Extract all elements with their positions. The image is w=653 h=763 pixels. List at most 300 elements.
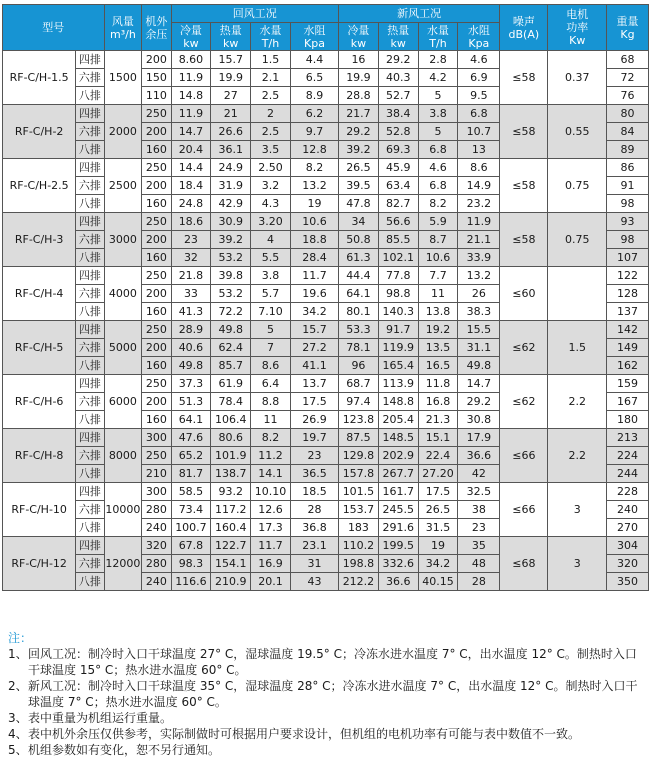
cell-pressure: 200 <box>142 177 171 195</box>
cell-fresh-resistance: 17.9 <box>458 429 500 447</box>
cell-fresh-heating: 140.3 <box>378 303 418 321</box>
note-text: 回风工况：制冷时入口干球温度 27° C，湿球温度 19.5° C；冷冻水进水温度 7° C，出水温度 12° C。制热时入口干球温度 15° C；热水进水温度 60° C。 <box>28 647 637 677</box>
cell-fresh-cooling: 97.4 <box>339 393 379 411</box>
cell-return-water: 14.1 <box>251 465 291 483</box>
cell-noise: ≤58 <box>500 213 548 267</box>
cell-fresh-heating: 205.4 <box>378 411 418 429</box>
spec-table-body <box>3 51 649 591</box>
cell-pressure: 200 <box>142 339 171 357</box>
cell-pressure: 250 <box>142 267 171 285</box>
cell-fresh-resistance: 14.9 <box>458 177 500 195</box>
cell-return-heating: 42.9 <box>211 195 251 213</box>
cell-return-resistance: 36.8 <box>290 519 338 537</box>
table-row <box>3 51 649 69</box>
table-row <box>3 537 649 555</box>
cell-fresh-cooling: 16 <box>339 51 379 69</box>
cell-return-water: 7.10 <box>251 303 291 321</box>
cell-fresh-heating: 202.9 <box>378 447 418 465</box>
cell-return-heating: 53.2 <box>211 249 251 267</box>
cell-fresh-heating: 36.6 <box>378 573 418 591</box>
cell-fresh-cooling: 157.8 <box>339 465 379 483</box>
cell-fresh-resistance: 28 <box>458 573 500 591</box>
cell-return-resistance: 4.4 <box>290 51 338 69</box>
cell-power <box>548 267 607 321</box>
cell-weight: 149 <box>607 339 649 357</box>
cell-return-resistance: 43 <box>290 573 338 591</box>
cell-weight: 224 <box>607 447 649 465</box>
cell-weight: 162 <box>607 357 649 375</box>
table-row <box>3 267 649 285</box>
cell-weight: 180 <box>607 411 649 429</box>
cell-fresh-water: 5.9 <box>418 213 458 231</box>
note-number: 5、 <box>8 743 28 757</box>
header-fresh-cooling: 冷量 kw <box>339 23 379 51</box>
note-item <box>8 710 648 726</box>
cell-weight: 228 <box>607 483 649 501</box>
cell-fresh-water: 11 <box>418 285 458 303</box>
cell-pressure: 110 <box>142 87 171 105</box>
cell-weight: 89 <box>607 141 649 159</box>
cell-fresh-heating: 82.7 <box>378 195 418 213</box>
cell-fresh-heating: 148.5 <box>378 429 418 447</box>
cell-rows-label: 四排 <box>76 375 104 393</box>
cell-return-heating: 210.9 <box>211 573 251 591</box>
cell-return-heating: 49.8 <box>211 321 251 339</box>
cell-weight: 91 <box>607 177 649 195</box>
cell-fresh-resistance: 36.6 <box>458 447 500 465</box>
cell-noise: ≤68 <box>500 537 548 591</box>
cell-model: RF-C/H-12 <box>3 537 76 591</box>
cell-pressure: 280 <box>142 501 171 519</box>
cell-fresh-heating: 52.7 <box>378 87 418 105</box>
header-return-water: 水量 T/h <box>251 23 291 51</box>
cell-rows-label: 四排 <box>76 483 104 501</box>
header-return-cooling: 冷量 kw <box>171 23 211 51</box>
cell-fresh-cooling: 21.7 <box>339 105 379 123</box>
cell-fresh-heating: 29.2 <box>378 51 418 69</box>
cell-return-water: 16.9 <box>251 555 291 573</box>
cell-return-heating: 36.1 <box>211 141 251 159</box>
cell-return-cooling: 20.4 <box>171 141 211 159</box>
header-fresh-water: 水量 T/h <box>418 23 458 51</box>
note-text: 表中机外余压仅供参考，实际制做时可根据用户要求设计，但机组的电机功率有可能与表中数值不一致。 <box>28 727 581 741</box>
cell-return-resistance: 23.1 <box>290 537 338 555</box>
cell-pressure: 250 <box>142 447 171 465</box>
note-text: 机组参数如有变化，恕不另行通知。 <box>28 743 221 757</box>
cell-fresh-heating: 63.4 <box>378 177 418 195</box>
cell-airflow: 10000 <box>104 483 142 537</box>
cell-airflow: 12000 <box>104 537 142 591</box>
cell-return-water: 3.5 <box>251 141 291 159</box>
cell-rows-label: 六排 <box>76 285 104 303</box>
cell-return-resistance: 19.6 <box>290 285 338 303</box>
cell-rows-label: 六排 <box>76 501 104 519</box>
cell-model: RF-C/H-2.5 <box>3 159 76 213</box>
cell-return-heating: 85.7 <box>211 357 251 375</box>
cell-fresh-resistance: 30.8 <box>458 411 500 429</box>
cell-noise: ≤58 <box>500 159 548 213</box>
cell-return-cooling: 23 <box>171 231 211 249</box>
cell-fresh-cooling: 29.2 <box>339 123 379 141</box>
cell-fresh-resistance: 15.5 <box>458 321 500 339</box>
cell-return-resistance: 10.6 <box>290 213 338 231</box>
cell-fresh-cooling: 101.5 <box>339 483 379 501</box>
cell-model: RF-C/H-10 <box>3 483 76 537</box>
note-item <box>8 678 648 710</box>
cell-return-heating: 62.4 <box>211 339 251 357</box>
cell-pressure: 300 <box>142 429 171 447</box>
header-return-heating: 热量 kw <box>211 23 251 51</box>
cell-return-heating: 106.4 <box>211 411 251 429</box>
header-airflow: 风量 m³/h <box>104 5 142 51</box>
cell-rows-label: 四排 <box>76 321 104 339</box>
cell-rows-label: 六排 <box>76 177 104 195</box>
cell-return-water: 5 <box>251 321 291 339</box>
cell-return-resistance: 6.5 <box>290 69 338 87</box>
cell-return-cooling: 67.8 <box>171 537 211 555</box>
cell-return-cooling: 116.6 <box>171 573 211 591</box>
cell-fresh-cooling: 212.2 <box>339 573 379 591</box>
cell-pressure: 210 <box>142 465 171 483</box>
cell-fresh-water: 26.5 <box>418 501 458 519</box>
cell-return-water: 20.1 <box>251 573 291 591</box>
cell-rows-label: 六排 <box>76 393 104 411</box>
cell-model: RF-C/H-6 <box>3 375 76 429</box>
cell-fresh-cooling: 47.8 <box>339 195 379 213</box>
cell-fresh-water: 40.15 <box>418 573 458 591</box>
cell-fresh-cooling: 50.8 <box>339 231 379 249</box>
cell-pressure: 160 <box>142 249 171 267</box>
cell-return-cooling: 37.3 <box>171 375 211 393</box>
header-noise: 噪声 dB(A) <box>500 5 548 51</box>
cell-fresh-resistance: 13.2 <box>458 267 500 285</box>
cell-return-cooling: 21.8 <box>171 267 211 285</box>
cell-return-water: 10.10 <box>251 483 291 501</box>
cell-rows-label: 八排 <box>76 87 104 105</box>
cell-rows-label: 四排 <box>76 213 104 231</box>
cell-fresh-resistance: 13 <box>458 141 500 159</box>
cell-fresh-resistance: 35 <box>458 537 500 555</box>
cell-fresh-water: 5 <box>418 87 458 105</box>
cell-model: RF-C/H-8 <box>3 429 76 483</box>
cell-fresh-cooling: 78.1 <box>339 339 379 357</box>
cell-pressure: 250 <box>142 321 171 339</box>
cell-return-resistance: 17.5 <box>290 393 338 411</box>
cell-fresh-heating: 102.1 <box>378 249 418 267</box>
cell-fresh-resistance: 23.2 <box>458 195 500 213</box>
cell-weight: 93 <box>607 213 649 231</box>
notes-list <box>8 646 648 758</box>
cell-return-heating: 154.1 <box>211 555 251 573</box>
cell-rows-label: 四排 <box>76 159 104 177</box>
cell-rows-label: 六排 <box>76 123 104 141</box>
header-return-group: 回风工况 <box>171 5 339 23</box>
spec-table <box>2 4 649 591</box>
cell-noise: ≤66 <box>500 429 548 483</box>
cell-return-cooling: 14.7 <box>171 123 211 141</box>
note-number: 2、 <box>8 679 28 693</box>
cell-return-heating: 30.9 <box>211 213 251 231</box>
cell-power: 3 <box>548 537 607 591</box>
cell-rows-label: 八排 <box>76 519 104 537</box>
cell-weight: 159 <box>607 375 649 393</box>
cell-pressure: 150 <box>142 69 171 87</box>
cell-rows-label: 六排 <box>76 231 104 249</box>
table-row <box>3 159 649 177</box>
cell-fresh-heating: 161.7 <box>378 483 418 501</box>
cell-return-heating: 80.6 <box>211 429 251 447</box>
cell-fresh-cooling: 110.2 <box>339 537 379 555</box>
cell-return-resistance: 31 <box>290 555 338 573</box>
cell-return-heating: 138.7 <box>211 465 251 483</box>
table-row <box>3 375 649 393</box>
note-text: 表中重量为机组运行重量。 <box>28 711 173 725</box>
header-model: 型号 <box>3 5 105 51</box>
cell-fresh-water: 6.8 <box>418 177 458 195</box>
cell-return-cooling: 41.3 <box>171 303 211 321</box>
cell-return-water: 11 <box>251 411 291 429</box>
cell-rows-label: 八排 <box>76 303 104 321</box>
cell-weight: 84 <box>607 123 649 141</box>
cell-model: RF-C/H-1.5 <box>3 51 76 105</box>
cell-return-heating: 27 <box>211 87 251 105</box>
cell-fresh-cooling: 19.9 <box>339 69 379 87</box>
cell-return-water: 2.50 <box>251 159 291 177</box>
cell-weight: 86 <box>607 159 649 177</box>
cell-return-resistance: 18.8 <box>290 231 338 249</box>
cell-power: 0.37 <box>548 51 607 105</box>
cell-fresh-heating: 40.3 <box>378 69 418 87</box>
cell-fresh-resistance: 9.5 <box>458 87 500 105</box>
cell-fresh-water: 13.5 <box>418 339 458 357</box>
cell-fresh-cooling: 198.8 <box>339 555 379 573</box>
cell-return-water: 2.5 <box>251 87 291 105</box>
cell-pressure: 160 <box>142 195 171 213</box>
table-row <box>3 321 649 339</box>
cell-return-resistance: 19.7 <box>290 429 338 447</box>
cell-pressure: 200 <box>142 393 171 411</box>
cell-return-cooling: 32 <box>171 249 211 267</box>
note-text: 新风工况：制冷时入口干球温度 35° C，湿球温度 28° C；冷冻水进水温度 7° C，出水温度 12° C。制热时入口干球温度 7° C；热水进水温度 60° C。 <box>28 679 638 709</box>
spec-table-container <box>2 4 651 591</box>
cell-return-water: 2.1 <box>251 69 291 87</box>
cell-pressure: 240 <box>142 519 171 537</box>
cell-pressure: 200 <box>142 231 171 249</box>
cell-weight: 107 <box>607 249 649 267</box>
cell-return-water: 2 <box>251 105 291 123</box>
cell-return-heating: 19.9 <box>211 69 251 87</box>
cell-fresh-cooling: 123.8 <box>339 411 379 429</box>
cell-fresh-water: 27.20 <box>418 465 458 483</box>
cell-pressure: 160 <box>142 357 171 375</box>
cell-return-cooling: 33 <box>171 285 211 303</box>
cell-fresh-cooling: 68.7 <box>339 375 379 393</box>
cell-return-cooling: 18.4 <box>171 177 211 195</box>
cell-return-heating: 53.2 <box>211 285 251 303</box>
cell-fresh-water: 19 <box>418 537 458 555</box>
cell-return-resistance: 41.1 <box>290 357 338 375</box>
cell-fresh-water: 16.5 <box>418 357 458 375</box>
cell-return-cooling: 18.6 <box>171 213 211 231</box>
cell-airflow: 1500 <box>104 51 142 105</box>
cell-return-resistance: 8.9 <box>290 87 338 105</box>
cell-fresh-water: 5 <box>418 123 458 141</box>
cell-model: RF-C/H-2 <box>3 105 76 159</box>
note-item <box>8 742 648 758</box>
cell-return-resistance: 8.2 <box>290 159 338 177</box>
cell-fresh-water: 17.5 <box>418 483 458 501</box>
cell-fresh-water: 11.8 <box>418 375 458 393</box>
cell-return-heating: 72.2 <box>211 303 251 321</box>
cell-weight: 68 <box>607 51 649 69</box>
cell-model: RF-C/H-4 <box>3 267 76 321</box>
header-row-1 <box>3 5 649 23</box>
cell-fresh-cooling: 34 <box>339 213 379 231</box>
cell-fresh-cooling: 96 <box>339 357 379 375</box>
cell-noise: ≤60 <box>500 267 548 321</box>
cell-return-heating: 160.4 <box>211 519 251 537</box>
cell-return-water: 8.2 <box>251 429 291 447</box>
cell-return-water: 11.2 <box>251 447 291 465</box>
cell-weight: 320 <box>607 555 649 573</box>
cell-power: 0.55 <box>548 105 607 159</box>
cell-return-resistance: 12.8 <box>290 141 338 159</box>
cell-return-heating: 26.6 <box>211 123 251 141</box>
cell-fresh-resistance: 42 <box>458 465 500 483</box>
cell-fresh-heating: 52.8 <box>378 123 418 141</box>
cell-rows-label: 六排 <box>76 339 104 357</box>
cell-pressure: 200 <box>142 51 171 69</box>
cell-fresh-cooling: 80.1 <box>339 303 379 321</box>
cell-return-cooling: 11.9 <box>171 69 211 87</box>
cell-fresh-resistance: 6.8 <box>458 105 500 123</box>
cell-rows-label: 四排 <box>76 267 104 285</box>
cell-weight: 213 <box>607 429 649 447</box>
cell-pressure: 200 <box>142 285 171 303</box>
cell-weight: 122 <box>607 267 649 285</box>
cell-airflow: 2500 <box>104 159 142 213</box>
cell-noise: ≤62 <box>500 375 548 429</box>
cell-fresh-heating: 245.5 <box>378 501 418 519</box>
cell-fresh-resistance: 31.1 <box>458 339 500 357</box>
cell-return-water: 4.3 <box>251 195 291 213</box>
cell-return-resistance: 11.7 <box>290 267 338 285</box>
cell-return-heating: 78.4 <box>211 393 251 411</box>
cell-return-water: 8.8 <box>251 393 291 411</box>
cell-rows-label: 四排 <box>76 429 104 447</box>
cell-return-resistance: 13.7 <box>290 375 338 393</box>
cell-airflow: 2000 <box>104 105 142 159</box>
cell-return-resistance: 19 <box>290 195 338 213</box>
cell-fresh-water: 7.7 <box>418 267 458 285</box>
cell-return-resistance: 15.7 <box>290 321 338 339</box>
cell-return-heating: 39.8 <box>211 267 251 285</box>
cell-return-cooling: 100.7 <box>171 519 211 537</box>
cell-rows-label: 六排 <box>76 69 104 87</box>
cell-fresh-heating: 165.4 <box>378 357 418 375</box>
cell-fresh-heating: 45.9 <box>378 159 418 177</box>
cell-airflow: 5000 <box>104 321 142 375</box>
header-power: 电机 功率 Kw <box>548 5 607 51</box>
cell-return-water: 4 <box>251 231 291 249</box>
cell-rows-label: 八排 <box>76 357 104 375</box>
cell-fresh-heating: 85.5 <box>378 231 418 249</box>
cell-fresh-resistance: 26 <box>458 285 500 303</box>
cell-fresh-resistance: 6.9 <box>458 69 500 87</box>
cell-return-water: 1.5 <box>251 51 291 69</box>
note-item <box>8 646 648 678</box>
cell-fresh-water: 4.2 <box>418 69 458 87</box>
cell-fresh-heating: 38.4 <box>378 105 418 123</box>
cell-weight: 270 <box>607 519 649 537</box>
header-return-resistance: 水阻 Kpa <box>290 23 338 51</box>
cell-weight: 128 <box>607 285 649 303</box>
note-item <box>8 726 648 742</box>
cell-fresh-heating: 56.6 <box>378 213 418 231</box>
cell-return-cooling: 65.2 <box>171 447 211 465</box>
cell-return-resistance: 28.4 <box>290 249 338 267</box>
header-fresh-heating: 热量 kw <box>378 23 418 51</box>
cell-fresh-water: 6.8 <box>418 141 458 159</box>
note-number: 1、 <box>8 647 28 661</box>
cell-fresh-water: 13.8 <box>418 303 458 321</box>
cell-return-cooling: 14.8 <box>171 87 211 105</box>
cell-weight: 98 <box>607 231 649 249</box>
cell-weight: 350 <box>607 573 649 591</box>
cell-return-resistance: 26.9 <box>290 411 338 429</box>
cell-fresh-cooling: 129.8 <box>339 447 379 465</box>
cell-fresh-resistance: 14.7 <box>458 375 500 393</box>
cell-return-resistance: 27.2 <box>290 339 338 357</box>
cell-fresh-cooling: 53.3 <box>339 321 379 339</box>
cell-rows-label: 八排 <box>76 141 104 159</box>
cell-fresh-resistance: 11.9 <box>458 213 500 231</box>
cell-return-heating: 24.9 <box>211 159 251 177</box>
cell-pressure: 250 <box>142 159 171 177</box>
cell-fresh-water: 19.2 <box>418 321 458 339</box>
cell-airflow: 3000 <box>104 213 142 267</box>
cell-rows-label: 八排 <box>76 465 104 483</box>
table-row <box>3 105 649 123</box>
cell-fresh-resistance: 8.6 <box>458 159 500 177</box>
table-row <box>3 213 649 231</box>
cell-return-cooling: 58.5 <box>171 483 211 501</box>
cell-weight: 142 <box>607 321 649 339</box>
cell-rows-label: 八排 <box>76 249 104 267</box>
cell-pressure: 160 <box>142 411 171 429</box>
cell-fresh-resistance: 4.6 <box>458 51 500 69</box>
cell-model: RF-C/H-3 <box>3 213 76 267</box>
cell-noise: ≤58 <box>500 105 548 159</box>
cell-return-water: 12.6 <box>251 501 291 519</box>
cell-return-heating: 101.9 <box>211 447 251 465</box>
header-weight: 重量 Kg <box>607 5 649 51</box>
cell-airflow: 6000 <box>104 375 142 429</box>
cell-fresh-water: 3.8 <box>418 105 458 123</box>
cell-fresh-cooling: 39.2 <box>339 141 379 159</box>
cell-return-heating: 93.2 <box>211 483 251 501</box>
cell-return-heating: 31.9 <box>211 177 251 195</box>
cell-power: 2.2 <box>548 429 607 483</box>
cell-fresh-water: 16.8 <box>418 393 458 411</box>
cell-pressure: 200 <box>142 123 171 141</box>
cell-fresh-heating: 148.8 <box>378 393 418 411</box>
cell-fresh-water: 15.1 <box>418 429 458 447</box>
cell-weight: 304 <box>607 537 649 555</box>
cell-rows-label: 六排 <box>76 555 104 573</box>
cell-return-resistance: 13.2 <box>290 177 338 195</box>
cell-return-water: 5.5 <box>251 249 291 267</box>
